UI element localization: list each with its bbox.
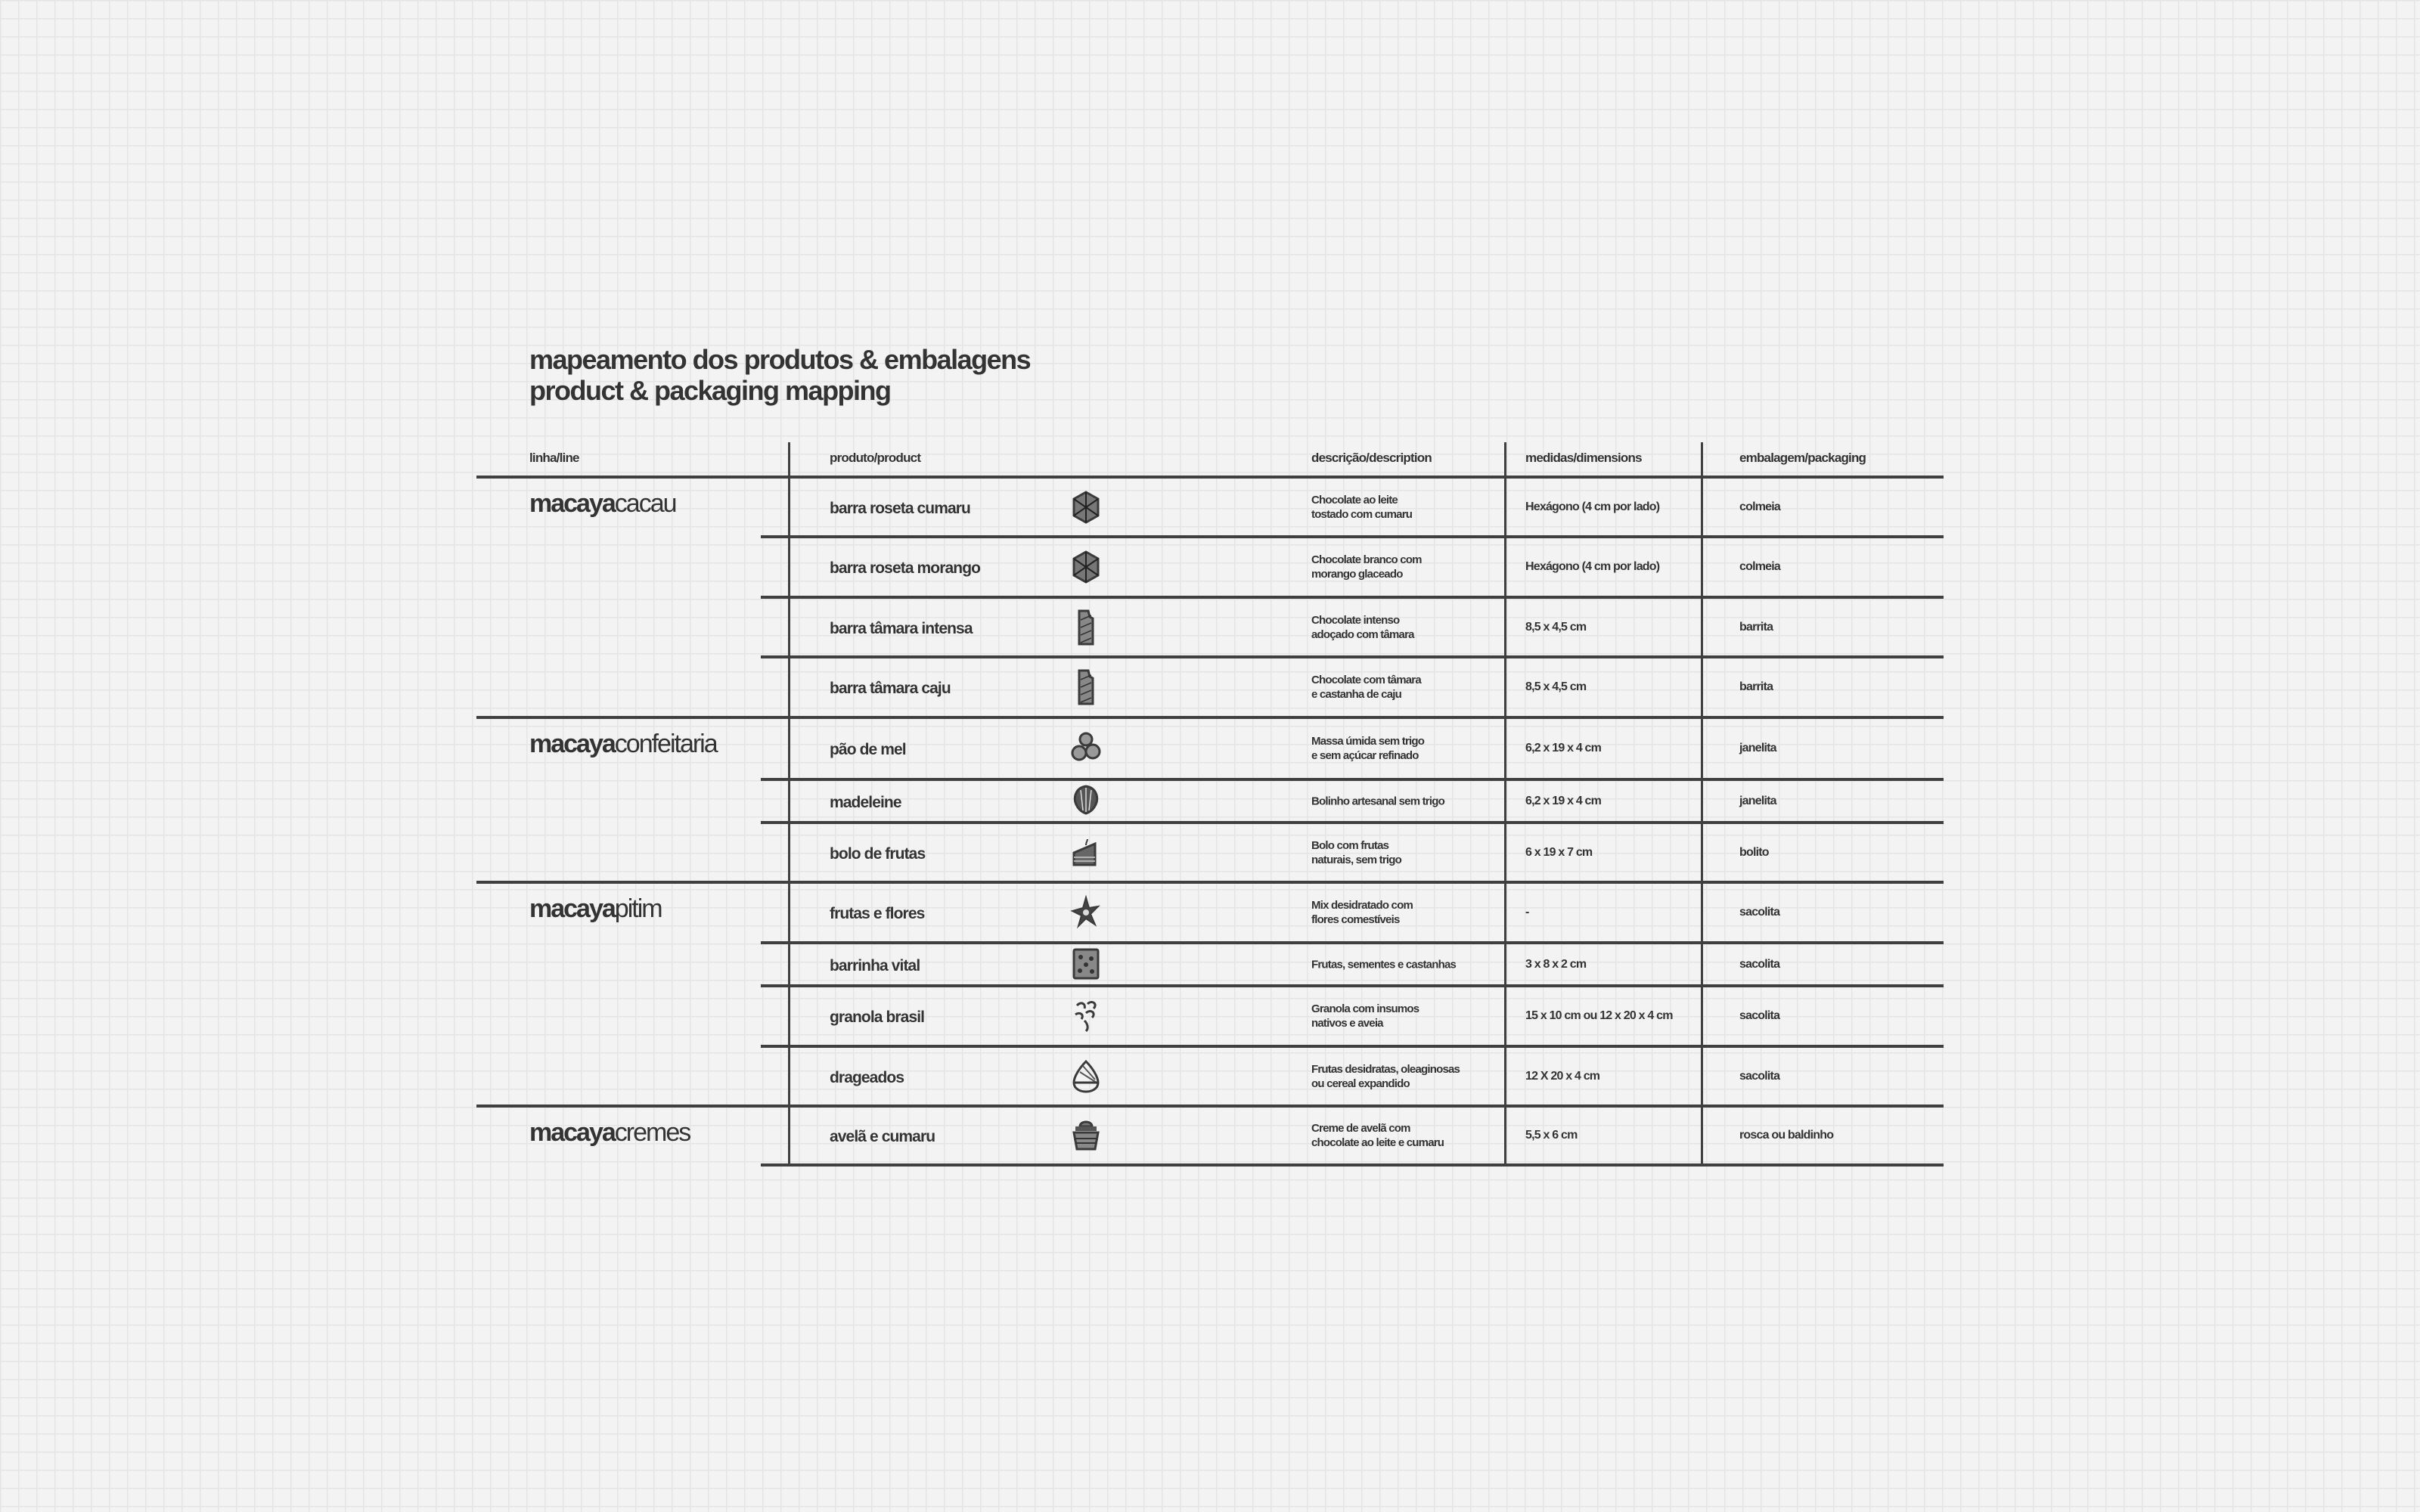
product-description: Creme de avelã com chocolate ao leite e cumaru [1311,1122,1444,1149]
product-line-name [529,730,717,759]
honey-bread-icon [1069,730,1103,767]
hexagon-rosette-icon [1069,489,1103,525]
line-brand: macaya [529,730,615,758]
column-divider-dimensions [1504,442,1506,1165]
product-name: barra roseta morango [830,559,981,577]
cream-jar-icon [1069,1117,1103,1154]
column-divider-packaging [1701,442,1703,1165]
row-divider [761,778,1944,781]
product-name: bolo de frutas [830,844,926,863]
product-dimensions: Hexágono (4 cm por lado) [1525,500,1660,513]
line-suffix: cremes [614,1118,690,1147]
product-dimensions: 8,5 x 4,5 cm [1525,620,1587,634]
product-description: Chocolate intenso adoçado com tâmara [1311,613,1414,641]
header-description: descrição/description [1311,451,1432,465]
product-dimensions: - [1525,906,1529,919]
product-name: drageados [830,1068,904,1086]
product-dimensions: 6,2 x 19 x 4 cm [1525,794,1602,807]
product-name: frutas e flores [830,905,925,922]
cake-slice-icon [1069,835,1103,871]
header-dimensions: medidas/dimensions [1525,451,1642,465]
product-description: Frutas desidratas, oleaginosas ou cereal expandido [1311,1062,1460,1090]
header-packaging: embalagem/packaging [1739,451,1866,465]
title-pt: mapeamento dos produtos & embalagens [529,344,1031,375]
line-suffix: cacau [614,489,676,518]
product-dimensions: 12 X 20 x 4 cm [1525,1069,1600,1083]
product-dimensions: 6,2 x 19 x 4 cm [1525,742,1602,754]
granola-leaves-icon [1069,998,1103,1034]
row-divider [761,941,1944,944]
flower-icon [1069,894,1103,931]
page-title [529,344,1030,406]
hexagon-rosette-icon [1069,549,1103,585]
line-brand: macaya [529,489,615,518]
row-divider [761,1163,1944,1167]
product-description: Bolo com frutas naturais, sem trigo [1311,838,1402,866]
product-packaging: colmeia [1739,560,1780,573]
chocolate-bar-icon [1069,609,1103,646]
product-dimensions: Hexágono (4 cm por lado) [1525,560,1660,573]
row-divider [761,596,1944,599]
product-dimensions: 6 x 19 x 7 cm [1525,845,1593,859]
product-name: barra tâmara caju [830,680,951,697]
product-description: Chocolate branco com morango glaceado [1311,553,1422,581]
product-packaging: sacolita [1739,1069,1780,1083]
product-name: pão de mel [830,741,906,758]
product-name: avelã e cumaru [830,1128,935,1145]
header-divider [476,476,1944,479]
title-en: product & packaging mapping [529,375,891,406]
product-description: Granola com insumos nativos e aveia [1311,1002,1419,1030]
product-name: barrinha vital [830,956,920,974]
product-line-name [529,894,662,924]
chocolate-bar-icon [1069,669,1103,705]
product-line-name [529,489,676,519]
product-dimensions: 15 x 10 cm ou 12 x 20 x 4 cm [1525,1009,1673,1022]
row-divider [761,984,1944,987]
product-packaging: barrita [1739,680,1773,693]
product-packaging: colmeia [1739,500,1780,513]
madeleine-shell-icon [1069,783,1103,820]
row-divider [761,655,1944,658]
line-group-divider [476,1105,1944,1108]
product-packaging: janelita [1739,742,1776,754]
product-description: Mix desidratado com flores comestíveis [1311,899,1413,926]
product-name: barra tâmara intensa [830,619,973,637]
row-divider [761,1045,1944,1048]
product-packaging: barrita [1739,620,1773,634]
dragee-icon [1069,1058,1103,1095]
product-description: Frutas, sementes e castanhas [1311,958,1457,971]
product-description: Bolinho artesanal sem trigo [1311,795,1444,807]
product-packaging: sacolita [1739,1009,1780,1022]
product-packaging: janelita [1739,794,1776,807]
line-group-divider [476,716,1944,719]
product-description: Chocolate ao leite tostado com cumaru [1311,493,1413,521]
product-dimensions: 5,5 x 6 cm [1525,1129,1578,1142]
cereal-bar-icon [1069,947,1103,983]
product-packaging: sacolita [1739,906,1780,919]
product-name: barra roseta cumaru [830,499,970,517]
row-divider [761,821,1944,824]
product-packaging: rosca ou baldinho [1739,1129,1834,1142]
column-divider-product [788,442,790,1165]
line-suffix: pitim [614,894,662,923]
header-line: linha/line [529,451,579,465]
product-dimensions: 8,5 x 4,5 cm [1525,680,1587,693]
product-description: Chocolate com tâmara e castanha de caju [1311,674,1421,701]
line-brand: macaya [529,894,615,923]
line-brand: macaya [529,1118,615,1147]
product-name: granola brasil [830,1009,925,1026]
product-line-name [529,1118,690,1148]
row-divider [761,535,1944,538]
product-packaging: bolito [1739,845,1769,859]
product-packaging: sacolita [1739,957,1780,971]
product-description: Massa úmida sem trigo e sem açúcar refinado [1311,735,1425,762]
product-dimensions: 3 x 8 x 2 cm [1525,957,1587,971]
product-name: madeleine [830,793,901,811]
line-suffix: confeitaria [614,730,717,758]
line-group-divider [476,881,1944,884]
header-product: produto/product [830,451,921,465]
